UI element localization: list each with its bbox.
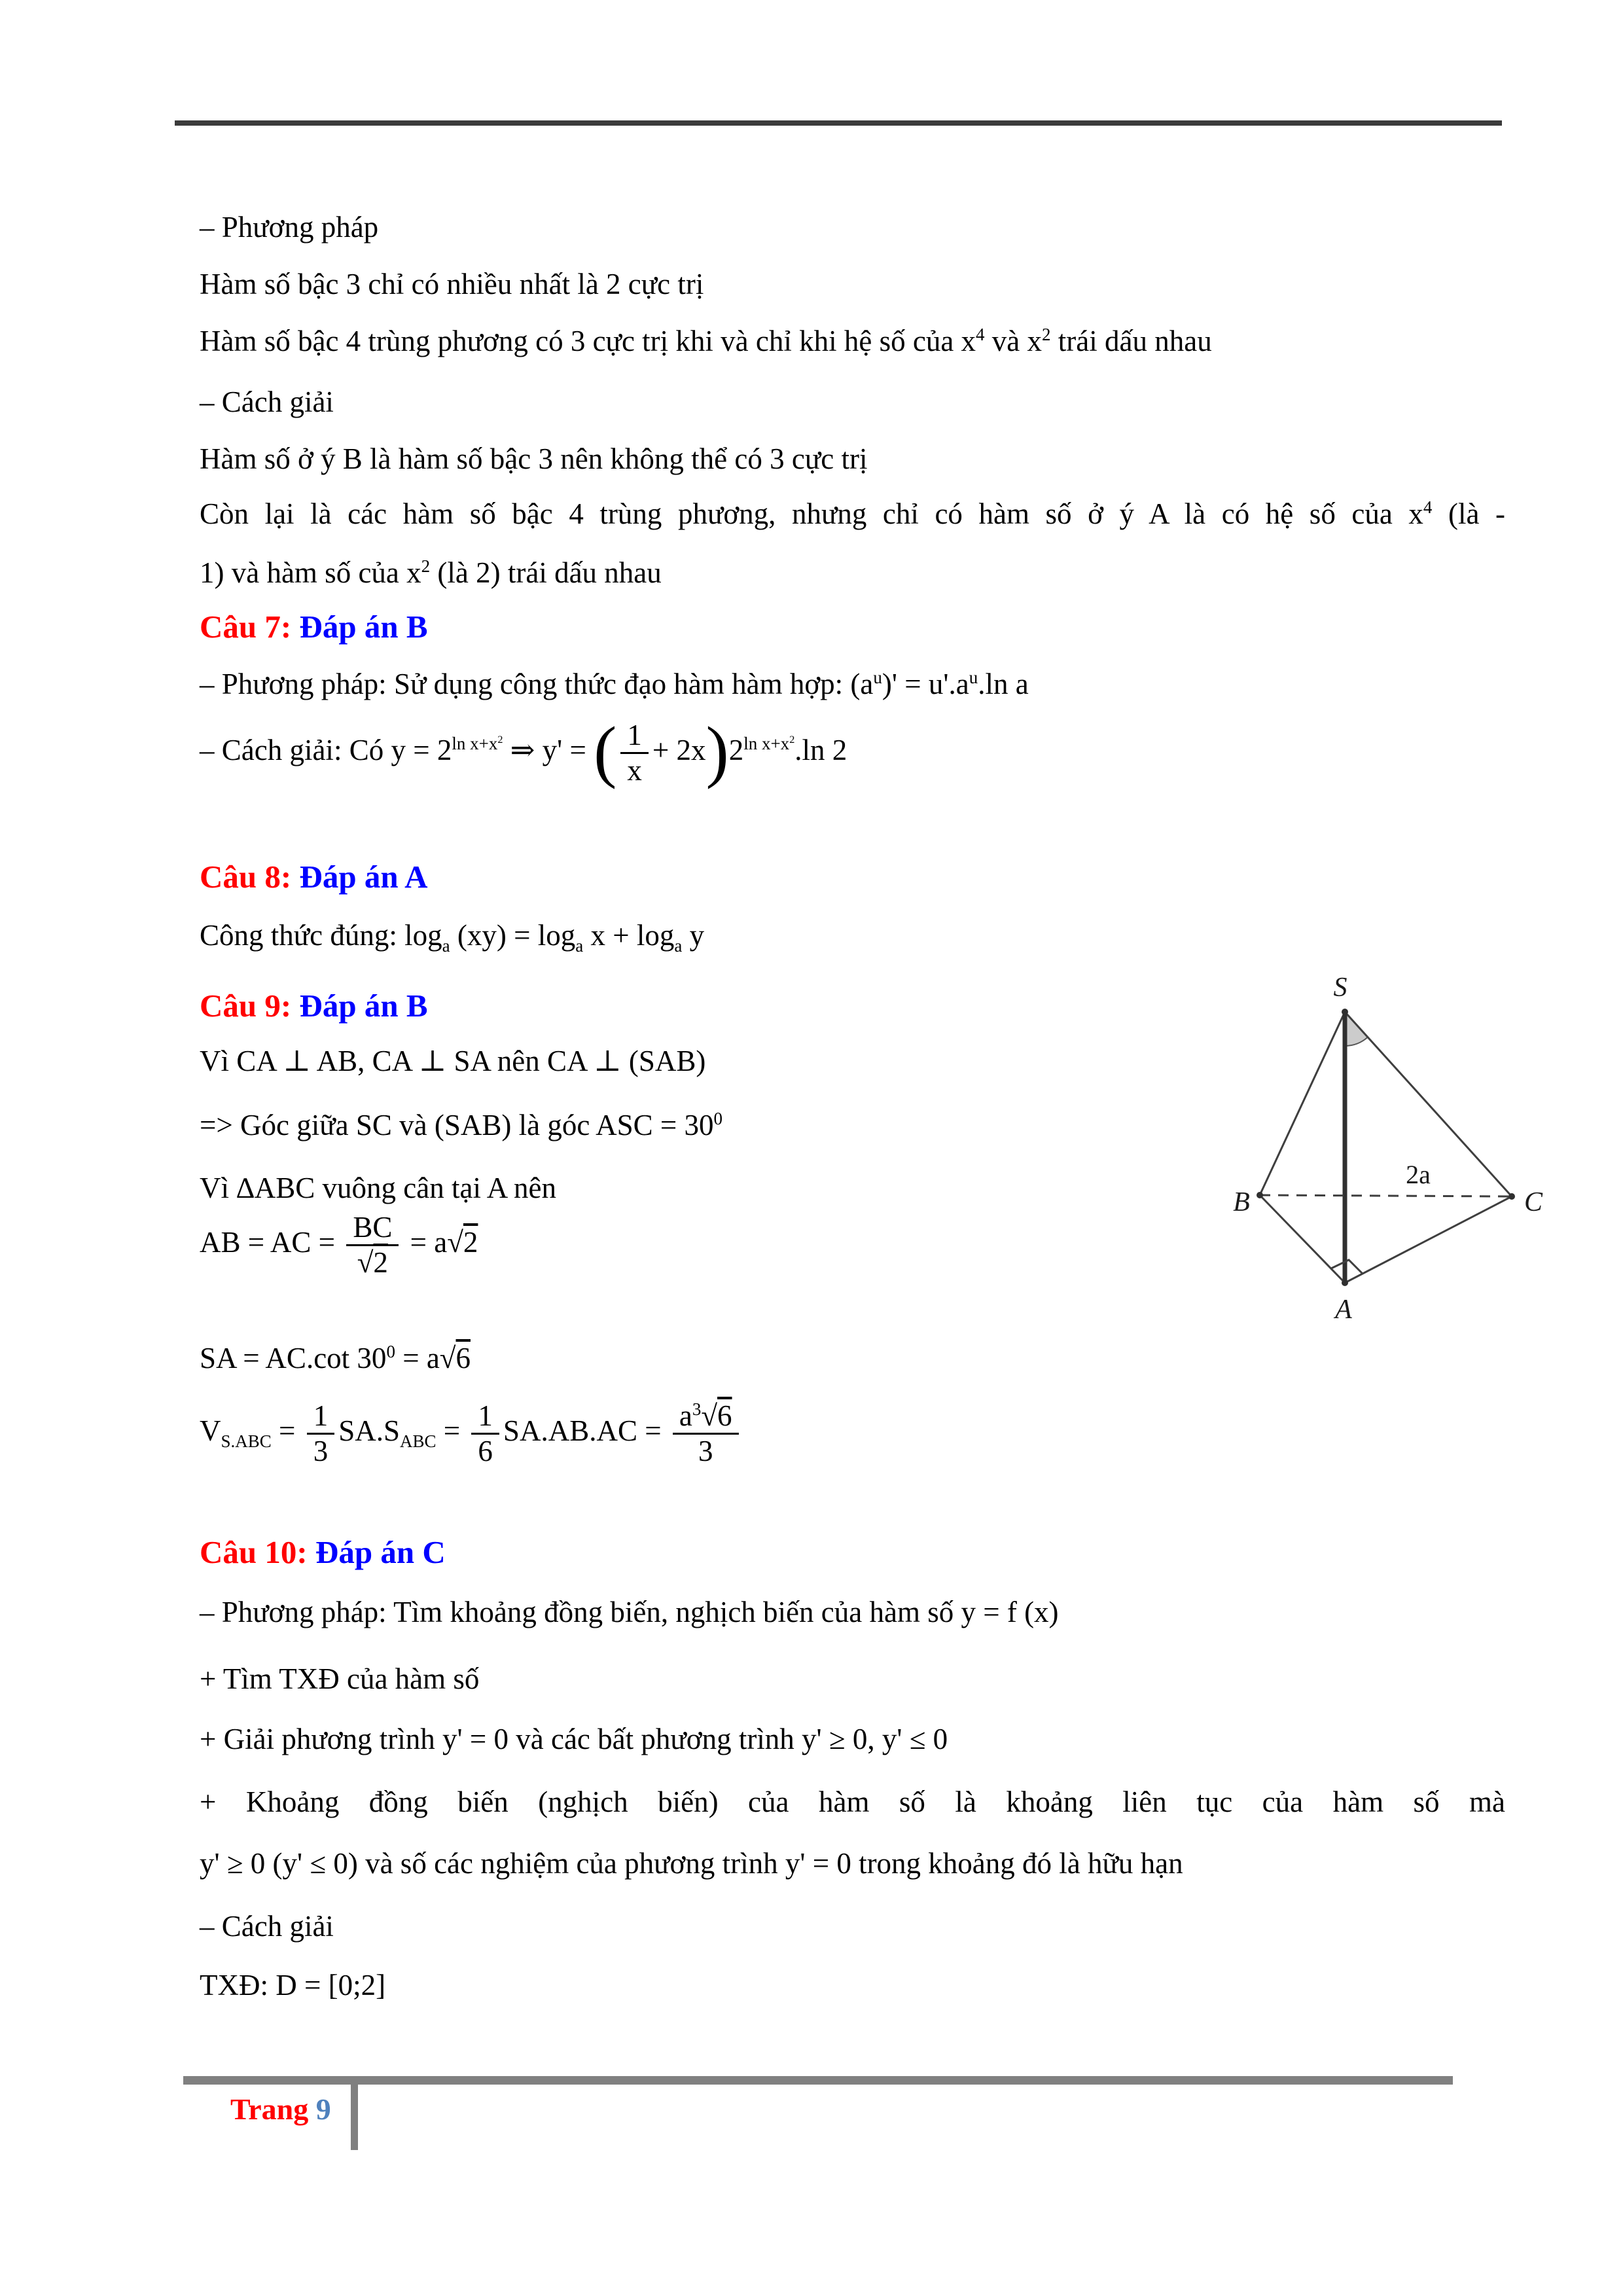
vertex-a-label: A <box>1335 1295 1352 1325</box>
line-ham-so-bac-4: Hàm số bậc 4 trùng phương có 3 cực trị khi và chỉ khi hệ số của $x^4$ và $x^2$ trái dấu nhau <box>200 325 1212 357</box>
footer-divider <box>351 2085 358 2150</box>
line-pp-cau-10: – Phương pháp: Tìm khoảng đồng biến, nghịch biến của hàm số y = f (x) <box>200 1596 1059 1628</box>
line-tim-txd: + Tìm TXĐ của hàm số <box>200 1662 480 1695</box>
vertex-b-label: B <box>1233 1187 1250 1217</box>
heading-cau-8: Câu 8: Đáp án A <box>200 859 428 895</box>
vertex-c-dot <box>1508 1193 1515 1200</box>
line-con-lai: Còn lại là các hàm số bậc 4 trùng phương, nhưng chỉ có hàm số ở ý A là có hệ số của $x^4$ (là - <box>200 497 1505 530</box>
edge-bc-dashed <box>1260 1195 1512 1196</box>
top-rule <box>175 120 1502 126</box>
line-cach-giai-2: – Cách giải <box>200 1910 334 1943</box>
heading-cau-10: Câu 10: Đáp án C <box>200 1534 446 1570</box>
line-khoang-dong-bien: + Khoảng đồng biến (nghịch biến) của hàm số là khoảng liên tục của hàm số mà <box>200 1785 1505 1818</box>
line-vi-ca: Vì CA ⊥ AB, CA ⊥ SA nên CA ⊥ (SAB) <box>200 1045 706 1077</box>
vertex-a-dot <box>1342 1280 1348 1286</box>
tetrahedron-diagram <box>1214 950 1567 1343</box>
line-so-nghiem: y' ≥ 0 (y' ≤ 0) và số các nghiệm của phương trình y' = 0 trong khoảng đó là hữu hạn <box>200 1847 1183 1880</box>
edge-ba <box>1260 1195 1345 1283</box>
heading-cau-9: Câu 9: Đáp án B <box>200 988 428 1024</box>
line-ham-so-bac-3: Hàm số bậc 3 chỉ có nhiều nhất là 2 cực trị <box>200 268 704 300</box>
line-cong-thuc-dung: Công thức đúng: $\log_a (xy) = \log_a x + \log_a y$ <box>200 919 705 956</box>
line-va-ham-so: 1) và hàm số của $x^2$ (là 2) trái dấu nhau <box>200 556 662 589</box>
edge-ac <box>1345 1196 1512 1283</box>
footer-page-label <box>230 2092 331 2126</box>
vertex-s-dot <box>1342 1009 1348 1015</box>
edge-length-label: 2a <box>1406 1160 1431 1189</box>
edge-sb <box>1260 1012 1345 1195</box>
line-pp-cau-7: – Phương pháp: Sử dụng công thức đạo hàm hàm hợp: $(a^u)' = u'.a^u.\ln$ a <box>200 668 1029 700</box>
vertex-b-dot <box>1257 1192 1263 1198</box>
line-txd: TXĐ: D = [0;2] <box>200 1969 386 2001</box>
footer-label: Trang <box>230 2092 309 2126</box>
formula-ab-ac: AB = AC = $\frac{BC}{√2}$ = a√2 <box>200 1211 478 1280</box>
line-cach-giai-1: – Cách giải <box>200 386 334 418</box>
heading-cau-7: Câu 7: Đáp án B <box>200 609 428 645</box>
footer-page-number: 9 <box>315 2092 331 2126</box>
line-phuong-phap-1: – Phương pháp <box>200 211 379 243</box>
line-goc-giua: => Góc giữa SC và (SAB) là góc ASC = $30^0$ <box>200 1109 723 1141</box>
formula-volume: $V_{S.ABC}$ = $\frac{1}{3}$ $SA.S_{ABC}$ = $\frac{1}{6}$ SA.AB.AC = $\frac{a^3√6}{3}$ <box>200 1401 1505 1467</box>
line-giai-pt: + Giải phương trình y' = 0 và các bất phương trình y' ≥ 0, y' ≤ 0 <box>200 1723 948 1755</box>
vertex-c-label: C <box>1524 1187 1543 1217</box>
footer-bar <box>183 2076 1453 2085</box>
formula-sa: SA = AC.cot $30^0 = a√6$ <box>200 1342 471 1374</box>
line-y-b: Hàm số ở ý B là hàm số bậc 3 nên không thể có 3 cực trị <box>200 442 868 475</box>
formula-cau-7-giai: – Cách giải: Có $y = 2^{ln x+x^2}$ ⇒ y' = ( $\frac{1}{x}$ + $2x)2^{ln x+x^2}.\ln$ 2 <box>200 713 847 790</box>
line-vi-abc: Vì ∆ABC vuông cân tại A nên <box>200 1172 556 1204</box>
vertex-s-label: S <box>1333 973 1347 1003</box>
